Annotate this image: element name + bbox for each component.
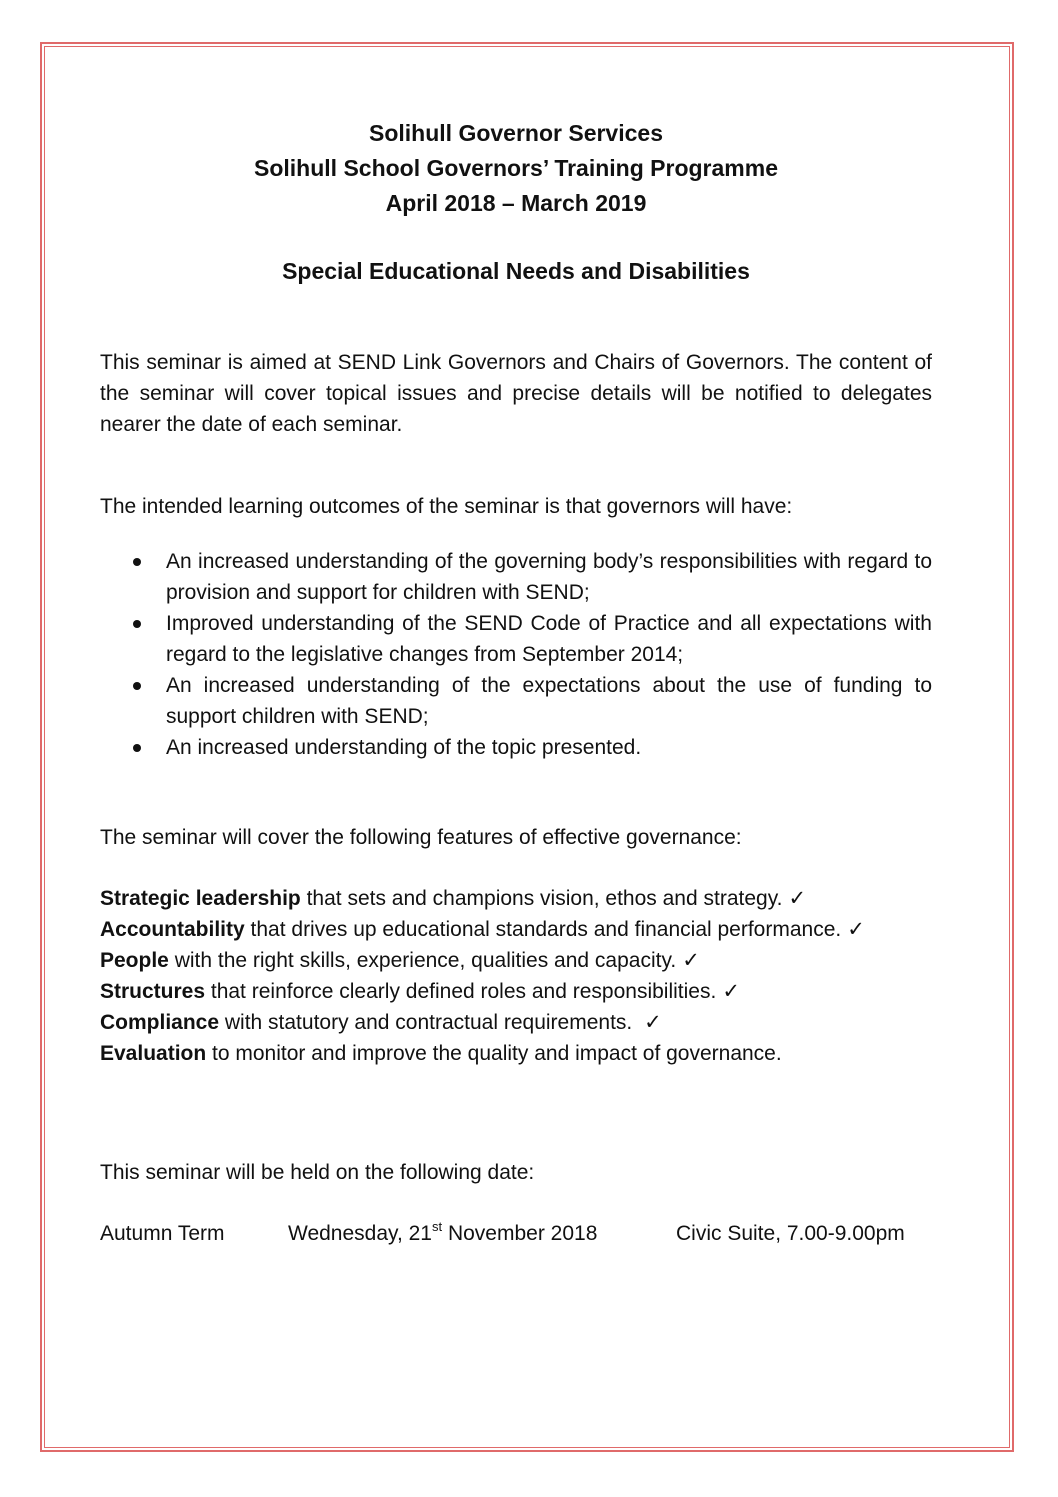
bullet-icon [133, 558, 141, 566]
features-list [100, 883, 970, 1069]
check-icon: ✓ [682, 949, 700, 972]
date-day-ordinal: st [432, 1219, 443, 1234]
date-day-suffix: November 2018 [442, 1222, 598, 1245]
check-icon: ✓ [788, 887, 807, 910]
feature-text: to monitor and improve the quality and impact of governance. [206, 1042, 782, 1065]
feature-text: that drives up educational standards and financial performance. [244, 918, 842, 941]
outcome-text: An increased understanding of the topic presented. [166, 736, 642, 759]
feature-term: People [100, 949, 169, 972]
header-programme: Solihull School Governors’ Training Programme [254, 155, 778, 181]
check-icon: ✓ [644, 1011, 662, 1034]
document-header [100, 116, 932, 221]
bullet-icon [133, 620, 141, 628]
bullet-icon [133, 682, 141, 690]
list-item [100, 670, 932, 732]
list-item [100, 608, 932, 670]
features-intro: The seminar will cover the following features of effective governance: [100, 826, 742, 849]
outcome-text: An increased understanding of the expectations about the use of funding to support children with SEND; [166, 674, 932, 728]
feature-text: with statutory and contractual requirements. [219, 1011, 639, 1034]
feature-term: Accountability [100, 918, 245, 941]
date-day-prefix: Wednesday, 21 [288, 1222, 432, 1245]
feature-term: Strategic leadership [100, 887, 301, 910]
outcomes-list [100, 546, 932, 763]
feature-item [100, 1007, 970, 1038]
feature-item [100, 945, 970, 976]
feature-term: Evaluation [100, 1042, 207, 1065]
outcome-text: An increased understanding of the governing body’s responsibilities with regard to provision and support for children with SEND; [166, 550, 932, 604]
list-item [100, 732, 932, 763]
header-organisation: Solihull Governor Services [369, 120, 663, 146]
check-icon: ✓ [722, 980, 740, 1003]
date-term: Autumn Term [100, 1222, 225, 1245]
outcome-text: Improved understanding of the SEND Code of Practice and all expectations with regard to the legislative changes from September 2014; [166, 612, 932, 666]
seminar-title: Special Educational Needs and Disabilities [282, 258, 750, 284]
header-period: April 2018 – March 2019 [385, 190, 647, 216]
date-venue: Civic Suite, 7.00-9.00pm [676, 1222, 905, 1245]
date-intro: This seminar will be held on the following date: [100, 1161, 535, 1184]
date-day [288, 1218, 597, 1249]
intro-paragraph: This seminar is aimed at SEND Link Governors and Chairs of Governors. The content of the seminar will cover topical issues and precise details will be notified to delegates nearer the date of each seminar. [100, 351, 932, 436]
list-item [100, 546, 932, 608]
feature-term: Compliance [100, 1011, 220, 1034]
feature-item [100, 883, 970, 914]
feature-text: with the right skills, experience, qualities and capacity. [168, 949, 677, 972]
bullet-icon [133, 744, 141, 752]
feature-item [100, 914, 970, 945]
outcomes-intro: The intended learning outcomes of the seminar is that governors will have: [100, 495, 793, 518]
feature-text: that reinforce clearly defined roles and responsibilities. [205, 980, 717, 1003]
feature-text: that sets and champions vision, ethos and strategy. [300, 887, 783, 910]
feature-item [100, 1038, 970, 1069]
check-icon: ✓ [847, 918, 865, 941]
feature-term: Structures [100, 980, 206, 1003]
feature-item [100, 976, 970, 1007]
